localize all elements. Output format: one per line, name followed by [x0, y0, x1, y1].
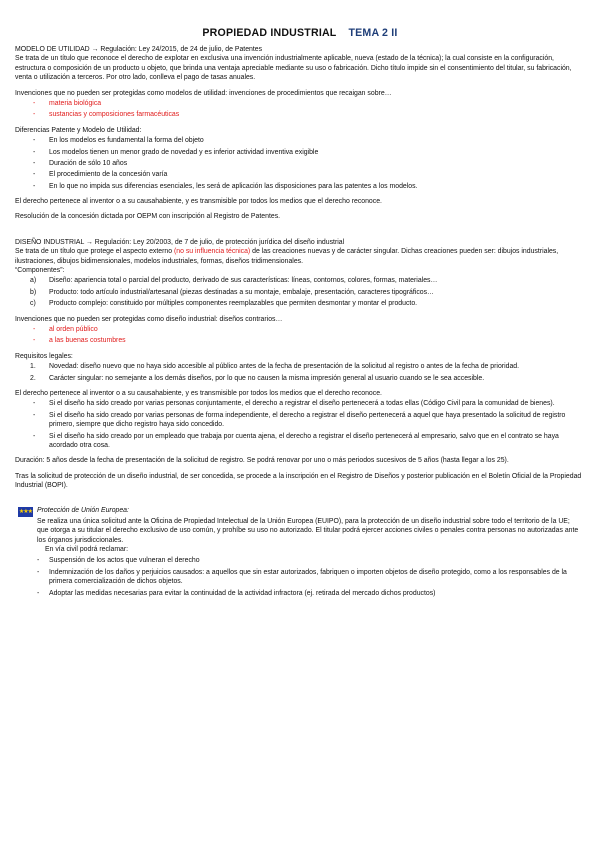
- dash-icon: -: [37, 568, 40, 576]
- dash-icon: -: [33, 137, 36, 145]
- modelo-diff-intro: Diferencias Patente y Modelo de Utilidad:: [15, 126, 142, 134]
- list-item: - sustancias y composiciones farmacéuticas: [33, 111, 180, 119]
- modelo-transfer: El derecho pertenece al inventor o a su causahabiente, y es transmisible por todos los medios que el derecho reconoce.: [15, 198, 382, 206]
- componentes-label: “Componentes”:: [15, 267, 65, 275]
- diseno-heading: DISEÑO INDUSTRIAL → Regulación: Ley 20/2003, de 7 de julio, de protección jurídica del diseño industrial: [15, 238, 345, 246]
- diseno-transfer: El derecho pertenece al inventor o a su causahabiente, y es transmisible por todos los medios que el derecho reconoce.: [15, 389, 382, 397]
- dash-icon: -: [33, 337, 36, 345]
- eu-flag-icon: ★★★: [18, 509, 33, 516]
- title-topic: TEMA 2 II: [348, 27, 398, 39]
- ue-title: Protección de Unión Europea:: [37, 507, 129, 515]
- diseno-cases-list: [15, 399, 583, 450]
- dash-icon: -: [33, 432, 36, 440]
- list-item: - al orden público: [33, 325, 98, 333]
- list-item: - Si el diseño ha sido creado por varias personas conjuntamente, el derecho a registrar el diseño pertenecerá a todas ellas (Código Civil para la comunidad de bienes).: [33, 400, 555, 408]
- list-item: - Indemnización de los daños y perjuicios causados: a aquellos que sin estar autorizados, fabriquen o importen objetos de diseño protegido, como a los responsables de la primera comercialización de dichos objetos.: [37, 568, 567, 586]
- list-item: - a las buenas costumbres: [33, 337, 126, 345]
- title-main: PROPIEDAD INDUSTRIAL: [202, 27, 337, 39]
- list-item: - Si el diseño ha sido creado por varias personas de forma independiente, el derecho a registrar el diseño pertenecerá a aquel que haya presentado la solicitud de registro primero, siempre que dicho registro haya sido concedido.: [33, 411, 566, 429]
- list-item: a) Diseño: apariencia total o parcial del producto, derivado de sus características: líneas, contornos, colores, formas, materiales…: [30, 277, 438, 285]
- dash-icon: -: [33, 182, 36, 190]
- modelo-diff-list: [15, 136, 583, 191]
- list-item: - Duración de sólo 10 años: [33, 159, 128, 167]
- list-item: b) Producto: todo artículo industrial/artesanal (piezas destinadas a su montaje, embalaje, presentación, caracteres tipográficos…: [30, 288, 434, 296]
- list-item: - materia biológica: [33, 99, 102, 107]
- dash-icon: -: [37, 557, 40, 565]
- ue-claims-list: [37, 556, 583, 598]
- dash-icon: -: [37, 589, 40, 597]
- modelo-exclusions-intro: Invenciones que no pueden ser protegidas como modelos de utilidad: invenciones de procedimientos que recaigan sobre…: [15, 89, 392, 97]
- dash-icon: -: [33, 400, 36, 408]
- list-item: - El procedimiento de la concesión varía: [33, 171, 168, 179]
- modelo-definition: Se trata de un título que reconoce el derecho de explotar en exclusiva una invención industrialmente aplicable, nueva (estado de la técnica); la cual consiste en la configuración, estructura o composición de un producto u objeto, que brinda una ventaja apreciable mediante su uso o fabricación. Dicho título impide sin el consentimiento del titular, su fabricación, venta o utilización a terceros. Por otro lado, conlleva el pago de tasas anuales.: [15, 55, 572, 82]
- list-item: - En lo que no impida sus diferencias esenciales, les será de aplicación las disposiciones para las patentes a los modelos.: [33, 182, 418, 190]
- modelo-heading: MODELO DE UTILIDAD → Regulación: Ley 24/2015, de 24 de julio, de Patentes: [15, 46, 263, 53]
- list-item: 2. Carácter singular: no semejante a los demás diseños, por lo que no causen la misma impresión general al usuario cuando se le sea accesible.: [30, 374, 485, 382]
- ue-text: Se realiza una única solicitud ante la Oficina de Propiedad Intelectual de la Unión Europea (EUIPO), para la protección de un diseño industrial sobre todo el territorio de la UE; que otorga a su titular el derecho exclusivo de uso común, y prohíbe su uso no autorizado. El titular podrá ejercer acciones civiles o penales contra personas no autorizadas ante los órganos jurisdiccionales.: [37, 517, 579, 544]
- list-item: 1. Novedad: diseño nuevo que no haya sido accesible al público antes de la fecha de presentación de la solicitud al registro o antes de la fecha de prioridad.: [30, 363, 520, 371]
- dash-icon: -: [33, 411, 36, 419]
- page-title: [0, 26, 600, 40]
- ue-claims-intro: En vía civil podrá reclamar:: [45, 546, 129, 554]
- modelo-exclusions-list: [15, 99, 583, 120]
- diseno-definition-note: (no su influencia técnica): [173, 248, 251, 256]
- componentes-list: [15, 276, 583, 308]
- list-item: - Si el diseño ha sido creado por un empleado que trabaja por cuenta ajena, el derecho a registrar el diseño pertenecerá al empresario, salvo que en el contrato se haya acordado otra cosa.: [33, 432, 559, 449]
- modelo-resolution: Resolución de la concesión dictada por OEPM con inscripción al Registro de Patentes.: [15, 213, 281, 221]
- requisitos-label: Requisitos legales:: [15, 352, 73, 360]
- dash-icon: -: [33, 171, 36, 179]
- list-item: - Adoptar las medidas necesarias para evitar la continuidad de la actividad infractora (ej. retirada del mercado dichos productos): [37, 589, 436, 597]
- dash-icon: -: [33, 325, 36, 333]
- list-item: - Suspensión de los actos que vulneran el derecho: [37, 557, 200, 565]
- diseno-inscription: Tras la solicitud de protección de un diseño industrial, de ser concedida, se procede a la inscripción en el Registro de Diseños y posterior publicación en el Boletín Oficial de la Propiedad Industrial (BOPI).: [15, 472, 582, 490]
- list-item: c) Producto complejo: constituido por múltiples componentes reemplazables que permiten desmontar y montar el producto.: [30, 300, 418, 308]
- diseno-definition: Se trata de un título que protege el aspecto externo (no su influencia técnica) de las creaciones nuevas y de carácter singular. Dichas creaciones pueden ser: dibujos industriales, ilustraciones, dibujos bidimensionales, modelos industriales, formas, diseños tridimensionales.: [15, 248, 559, 265]
- diseno-exclusions-intro: Invenciones que no pueden ser protegidas como diseño industrial: diseños contrarios…: [15, 315, 283, 323]
- dash-icon: -: [33, 99, 36, 107]
- list-item: - En los modelos es fundamental la forma del objeto: [33, 137, 204, 145]
- ue-section: [15, 506, 583, 598]
- diseno-exclusions-list: [15, 325, 583, 346]
- dash-icon: -: [33, 159, 36, 167]
- diseno-duration: Duración: 5 años desde la fecha de presentación de la solicitud de registro. Se podrá renovar por uno o más periodos sucesivos de 5 años (hasta llegar a los 25).: [15, 457, 509, 465]
- document-body: [15, 45, 583, 600]
- dash-icon: -: [33, 111, 36, 119]
- requisitos-list: [15, 362, 583, 383]
- list-item: - Los modelos tienen un menor grado de novedad y es inferior actividad inventiva exigible: [33, 148, 319, 156]
- dash-icon: -: [33, 148, 36, 156]
